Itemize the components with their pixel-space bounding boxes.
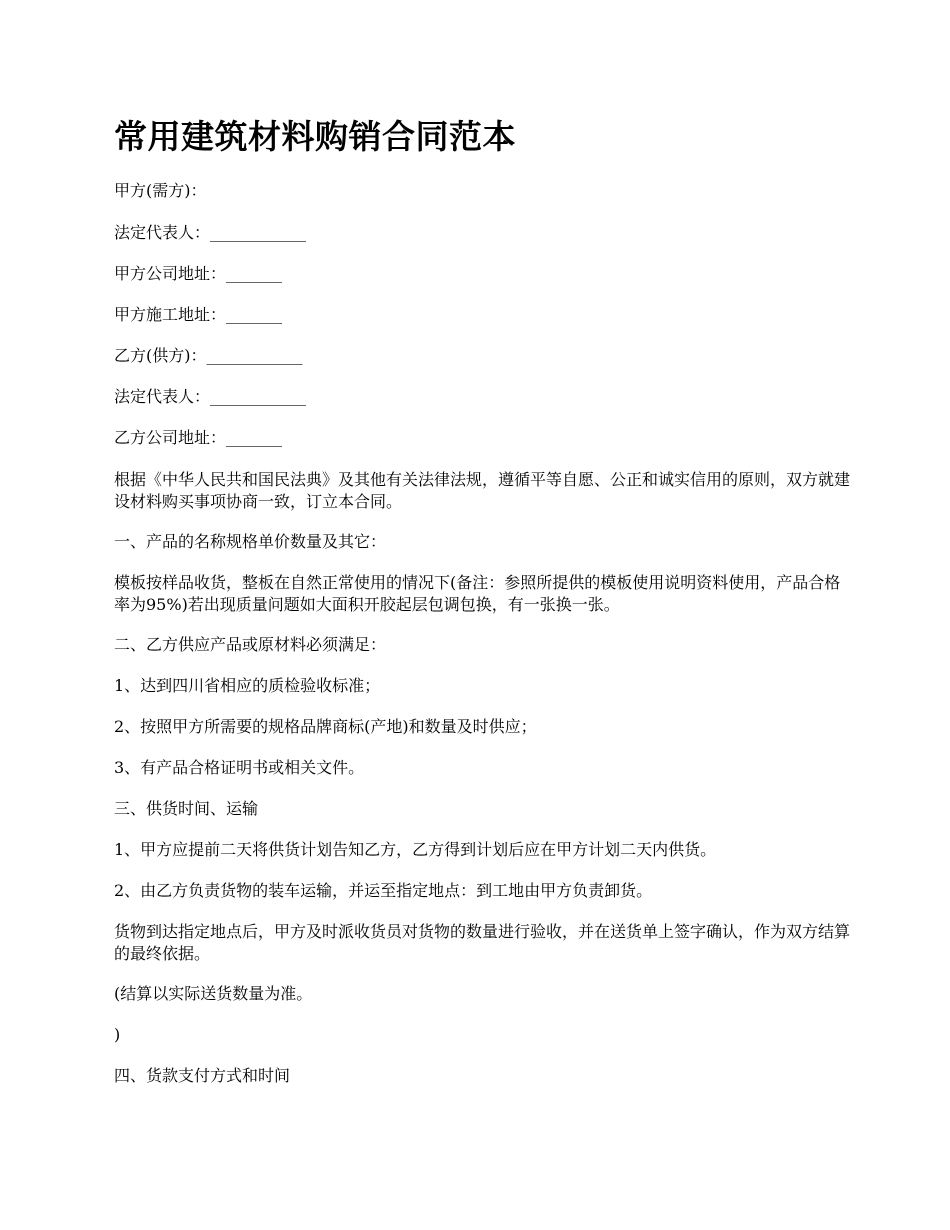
section-2-item-2: 2、按照甲方所需要的规格品牌商标(产地)和数量及时供应； bbox=[114, 717, 537, 736]
settlement-note-close: ) bbox=[114, 1025, 121, 1044]
party-a-company-address: 甲方公司地址：_______ bbox=[114, 264, 283, 283]
party-a-legal-rep: 法定代表人：____________ bbox=[114, 223, 307, 242]
party-b-company-address: 乙方公司地址：_______ bbox=[114, 428, 283, 447]
preamble-paragraph: 根据《中华人民共和国民法典》及其他有关法律法规，遵循平等自愿、公正和诚实信用的原则，双方就建设材料购买事项协商一致，订立本合同。 bbox=[114, 470, 851, 511]
party-a-site-address: 甲方施工地址：_______ bbox=[114, 305, 283, 324]
section-3-acceptance: 货物到达指定地点后，甲方及时派收货员对货物的数量进行验收，并在送货单上签字确认，作为双方结算的最终依据。 bbox=[114, 922, 851, 963]
party-b-legal-rep: 法定代表人：____________ bbox=[114, 387, 307, 406]
section-2-item-3: 3、有产品合格证明书或相关文件。 bbox=[114, 758, 365, 777]
section-3-item-1: 1、甲方应提前二天将供货计划告知乙方，乙方得到计划后应在甲方计划二天内供货。 bbox=[114, 840, 717, 859]
section-1-heading: 一、产品的名称规格单价数量及其它： bbox=[114, 532, 387, 551]
party-a-label: 甲方(需方)： bbox=[114, 181, 207, 200]
section-3-item-2: 2、由乙方负责货物的装车运输，并运至指定地点：到工地由甲方负责卸货。 bbox=[114, 881, 653, 900]
section-3-heading: 三、供货时间、运输 bbox=[114, 799, 259, 818]
section-4-heading: 四、货款支付方式和时间 bbox=[114, 1066, 291, 1085]
section-1-body: 模板按样品收货，整板在自然正常使用的情况下(备注：参照所提供的模板使用说明资料使用，产品合格率为95%)若出现质量问题如大面积开胶起层包调包换，有一张换一张。 bbox=[114, 573, 841, 614]
section-2-heading: 二、乙方供应产品或原材料必须满足： bbox=[114, 635, 387, 654]
settlement-note-open: (结算以实际送货数量为准。 bbox=[114, 984, 313, 1003]
document-title: 常用建筑材料购销合同范本 bbox=[114, 117, 516, 156]
section-2-item-1: 1、达到四川省相应的质检验收标准； bbox=[114, 676, 381, 695]
party-b-label: 乙方(供方)：____________ bbox=[114, 346, 303, 365]
